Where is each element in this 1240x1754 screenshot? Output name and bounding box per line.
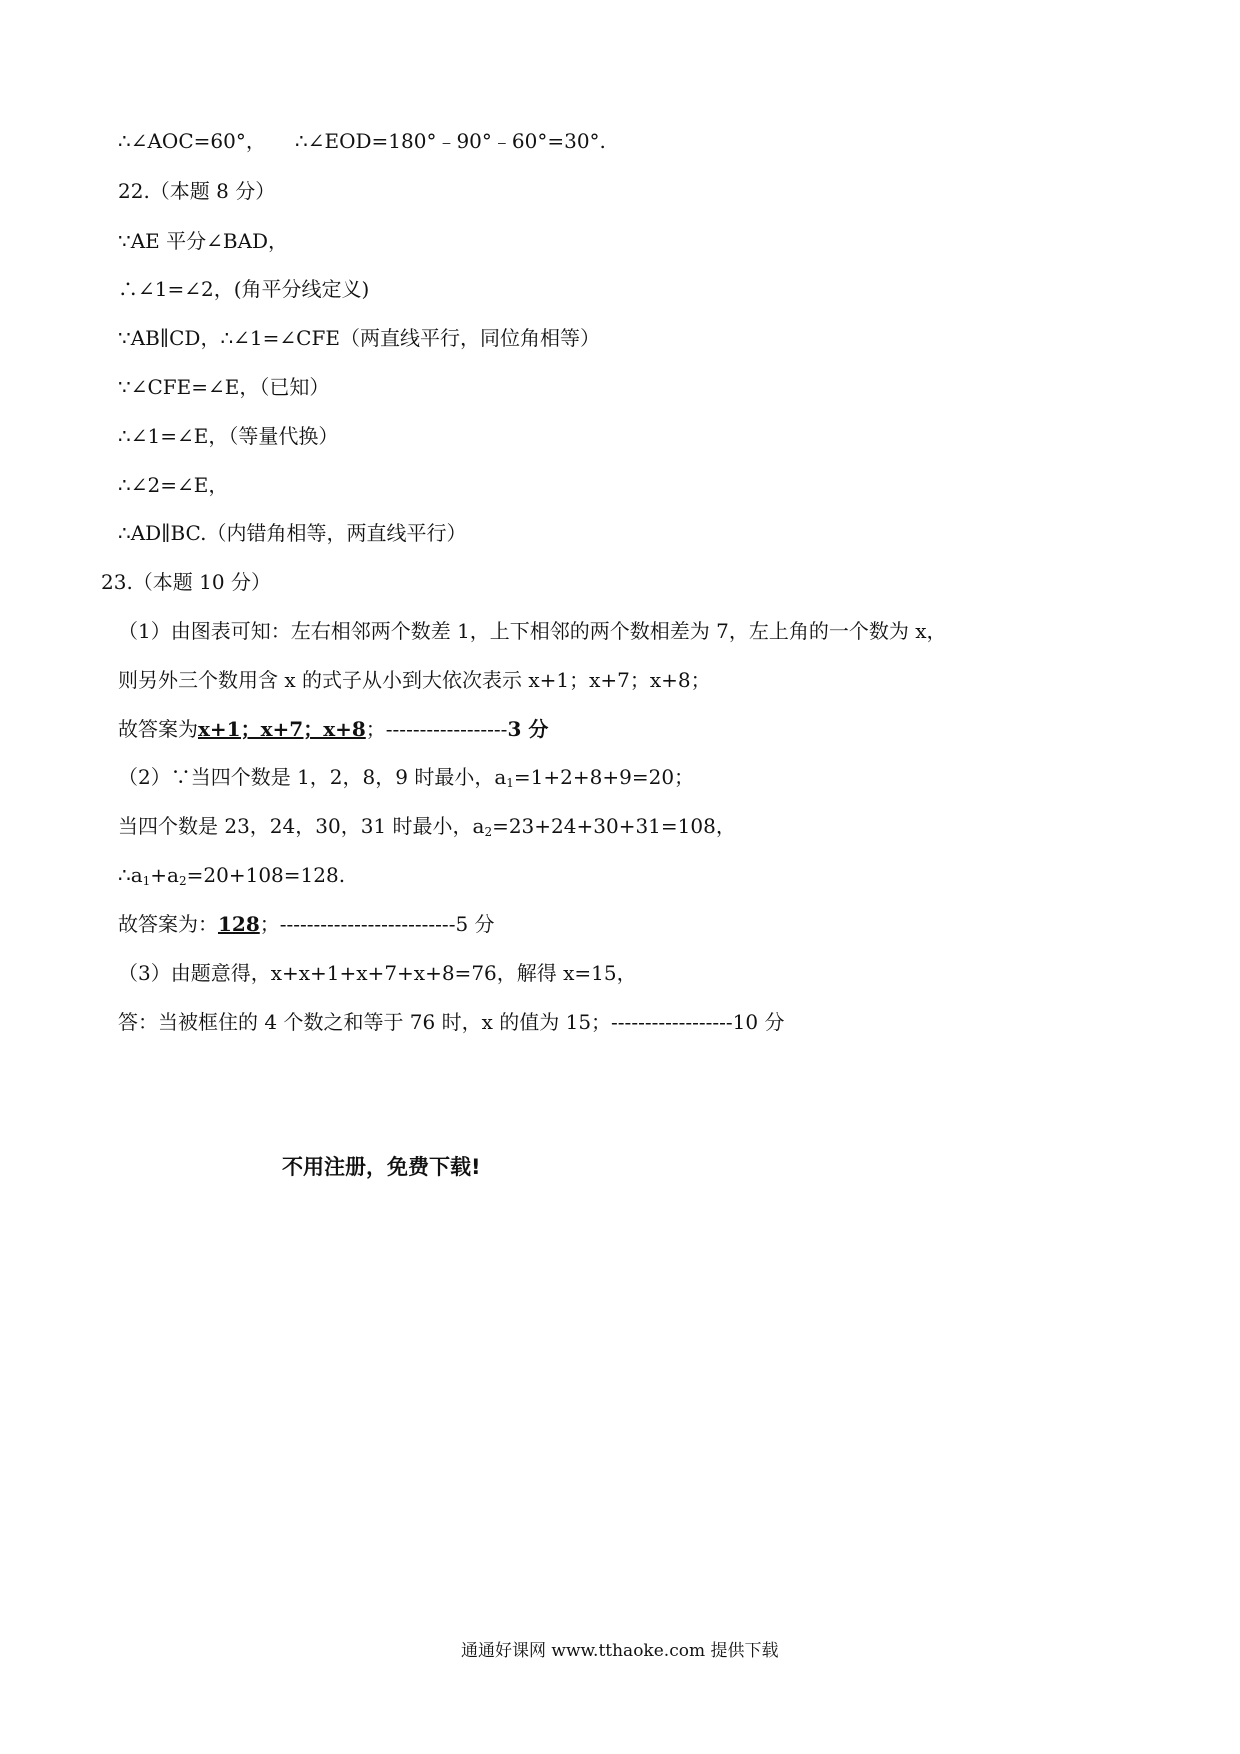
q23-p3-line-2: 答：当被框住的 4 个数之和等于 76 时，x 的值为 15；------------------10 分 bbox=[118, 1010, 785, 1034]
q21-aoc-line: ∴∠AOC=60°， bbox=[118, 129, 266, 153]
answer-suffix: ；--------------------------5 分 bbox=[259, 912, 495, 936]
q22-line-6: ∴∠2=∠E， bbox=[118, 473, 229, 497]
text: ∴a bbox=[118, 863, 143, 887]
promo-text: 不用注册，免费下载! bbox=[282, 1155, 481, 1179]
answer-prefix: 故答案为 bbox=[118, 717, 198, 741]
subscript: 2 bbox=[484, 825, 493, 839]
answer-suffix: ；------------------ bbox=[365, 717, 508, 741]
text: （2）∵当四个数是 1，2，8，9 时最小，a bbox=[118, 765, 507, 789]
answer-prefix: 故答案为： bbox=[118, 912, 218, 936]
q23-p3-line-1: （3）由题意得，x+x+1+x+7+x+8=76，解得 x=15， bbox=[118, 961, 637, 985]
q22-line-3: ∵AB∥CD，∴∠1=∠CFE（两直线平行，同位角相等） bbox=[118, 326, 600, 350]
answer-value: 128 bbox=[218, 912, 260, 936]
text: =20+108=128. bbox=[186, 863, 346, 887]
q23-p1-line-2: 则另外三个数用含 x 的式子从小到大依次表示 x+1；x+7；x+8； bbox=[118, 668, 711, 692]
q22-line-7: ∴AD∥BC.（内错角相等，两直线平行） bbox=[118, 521, 467, 545]
q22-line-4: ∵∠CFE=∠E，（已知） bbox=[118, 375, 330, 399]
text: =1+2+8+9=20； bbox=[513, 765, 695, 789]
subscript: 1 bbox=[506, 776, 514, 790]
footer-text: 通通好课网 www.tthaoke.com 提供下载 bbox=[461, 1641, 779, 1661]
q23-p2-line-2 bbox=[118, 813, 736, 845]
subscript: 1 bbox=[142, 874, 151, 888]
subscript: 2 bbox=[178, 874, 187, 888]
q21-eod-line: ∴∠EOD=180°﹣90°﹣60°=30°. bbox=[295, 129, 606, 153]
text: =23+24+30+31=108， bbox=[492, 814, 736, 838]
q23-p2-line-1 bbox=[118, 764, 694, 796]
score: 3 分 bbox=[507, 717, 549, 741]
text: +a bbox=[150, 863, 179, 887]
q22-line-2: ∴∠1=∠2，(角平分线定义) bbox=[118, 277, 370, 301]
q23-p2-answer bbox=[118, 911, 495, 937]
q23-p2-line-3 bbox=[118, 862, 345, 894]
text: 当四个数是 23，24，30，31 时最小，a bbox=[118, 814, 485, 838]
answer-value: x+1；x+7；x+8 bbox=[198, 717, 366, 741]
q23-p1-answer bbox=[118, 716, 548, 742]
q22-heading: 22.（本题 8 分） bbox=[118, 179, 276, 203]
q22-line-5: ∴∠1=∠E，（等量代换） bbox=[118, 424, 339, 448]
q23-p1-line-1: （1）由图表可知：左右相邻两个数差 1，上下相邻的两个数相差为 7，左上角的一个数为 x， bbox=[118, 619, 947, 643]
q23-heading: 23.（本题 10 分） bbox=[101, 570, 271, 594]
q22-line-1: ∵AE 平分∠BAD， bbox=[118, 229, 289, 253]
